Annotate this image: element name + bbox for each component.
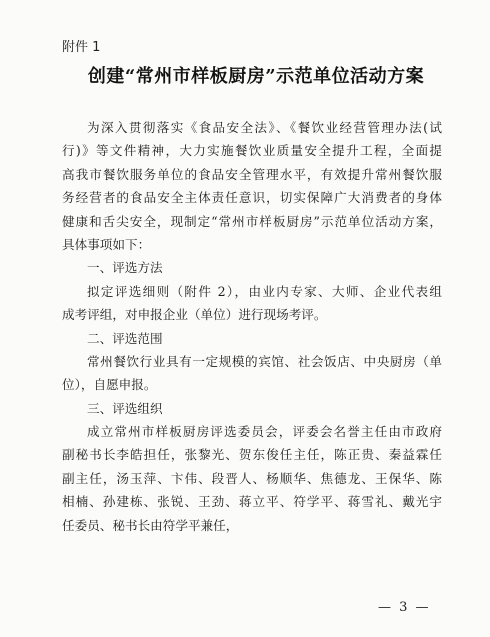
paragraph-line: 为深入贯彻落实《食品安全法》、《餐饮业经营管理办法(试	[87, 120, 442, 135]
paragraph-line: 高我市餐饮服务单位的食品安全管理水平，有效提升常州餐饮服	[62, 166, 442, 182]
paragraph-line: 具体事项如下：	[62, 236, 151, 252]
paragraph-line: 健康和舌尖安全，现制定“常州市样板厨房”示范单位活动方案，	[62, 213, 442, 229]
section-heading: 二、评选范围	[87, 330, 163, 346]
section-heading: 一、评选方法	[87, 260, 163, 276]
document-title: 创建“常州市样板厨房”示范单位活动方案	[87, 66, 425, 87]
document-body	[62, 116, 442, 537]
paragraph-line: 成考评组，对申报企业（单位）进行现场考评。	[62, 307, 327, 323]
paragraph-line: 任委员、秘书长由符学平兼任，	[62, 517, 239, 533]
paragraph-line: 行)》等文件精神，大力实施餐饮业质量安全提升工程，全面提	[62, 143, 442, 159]
paragraph-line: 位），自愿申报。	[62, 377, 157, 393]
paragraph-line: 务经营者的食品安全主体责任意识，切实保障广大消费者的身体	[62, 190, 442, 206]
paragraph-line: 成立常州市样板厨房评选委员会，评委会名誉主任由市政府	[87, 424, 442, 440]
paragraph-line: 拟定评选细则（附件 2），由业内专家、大师、企业代表组	[87, 283, 442, 299]
paragraph-line: 常州餐饮行业具有一定规模的宾馆、社会饭店、中央厨房（单	[87, 353, 442, 369]
section-heading: 三、评选组织	[87, 400, 163, 416]
attachment-label: 附件 1	[62, 40, 101, 55]
paragraph-line: 相楠、孙建栋、张锐、王劲、蒋立平、符学平、蒋雪礼、戴光宇	[62, 494, 442, 510]
page-number: — 3 —	[378, 600, 431, 615]
paragraph-line: 副秘书长李皓担任，张黎光、贺东俊任主任，陈正贵、秦益霖任	[62, 447, 442, 463]
paragraph-line: 副主任，汤玉萍、卞伟、段晋人、杨顺华、焦德龙、王保华、陈	[62, 470, 442, 486]
